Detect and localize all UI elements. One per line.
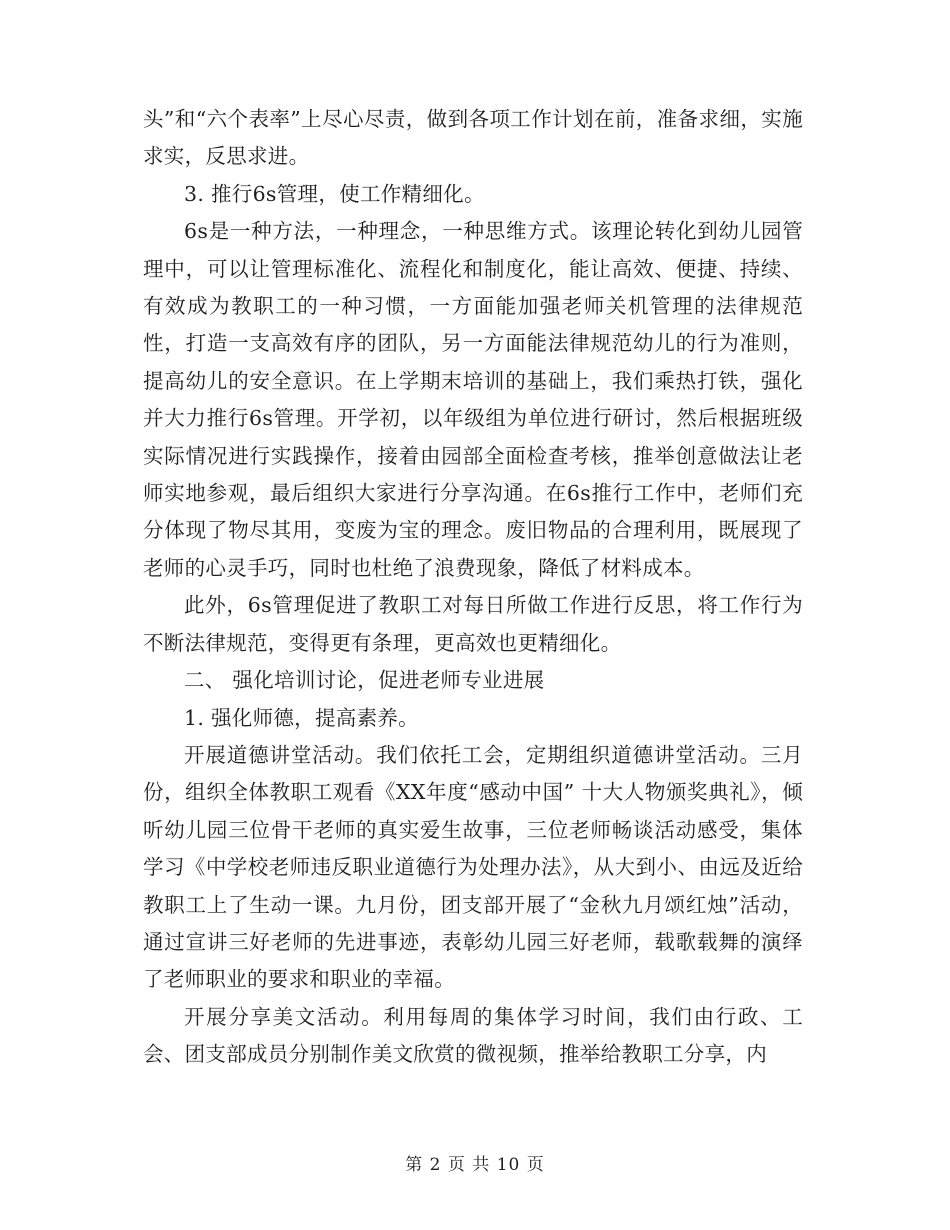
section-heading-2: 二、 强化培训讨论，促进老师专业进展: [184, 668, 545, 693]
paragraph-8: 开展分享美文活动。利用每周的集体学习时间，我们由行政、工会、团支部成员分别制作美文欣赏的微视频，推举给教职工分享，内: [143, 1004, 803, 1067]
paragraph-4: 此外，6s管理促进了教职工对每日所做工作进行反思，将工作行为不断法律规范，变得更有条理，更高效也更精细化。: [143, 593, 803, 655]
subheading-1: 1. 强化师德，提高素养。: [184, 705, 419, 730]
paragraph-1: 头”和“六个表率”上尽心尽责，做到各项工作计划在前，准备求细，实施求实，反思求进。: [143, 107, 803, 169]
paragraph-3: 6s是一种方法，一种理念，一种思维方式。该理论转化到幼儿园管理中，可以让管理标准化、流程化和制度化，能让高效、便捷、持续、有效成为教职工的一种习惯，一方面能加强老师关机管理的法律规范性，打造一支高效有序的团队，另一方面能法律规范幼儿的行为准则，提高幼儿的安全意识。在上学期末培训的基础上，我们乘热打铁，强化并大力推行6s管理。开学初，以年级组为单位进行研讨，然后根据班级实际情况进行实践操作，接着由园部全面检查考核，推举创意做法让老师实地参观，最后组织大家进行分享沟通。在6s推行工作中，老师们充分体现了物尽其用，变废为宝的理念。废旧物品的合理利用，既展现了老师的心灵手巧，同时也杜绝了浪费现象，降低了材料成本。: [143, 219, 803, 580]
document-body: [143, 101, 803, 1074]
paragraph-2-heading: 3. 推行6s管理，使工作精细化。: [184, 181, 485, 206]
paragraph-7: 开展道德讲堂活动。我们依托工会，定期组织道德讲堂活动。三月份，组织全体教职工观看《XX年度“感动中国” 十大人物颁奖典礼》，倾听幼儿园三位骨干老师的真实爱生故事，三位老师畅谈活动感受，集体学习《中学校老师违反职业道德行为处理办法》，从大到小、由远及近给教职工上了生动一课。九月份，团支部开展了“金秋九月颂红烛”活动，通过宣讲三好老师的先进事迹，表彰幼儿园三好老师，载歌载舞的演绎了老师职业的要求和职业的幸福。: [143, 742, 803, 992]
page-number-footer: 第 2 页 共 10 页: [405, 1155, 545, 1175]
